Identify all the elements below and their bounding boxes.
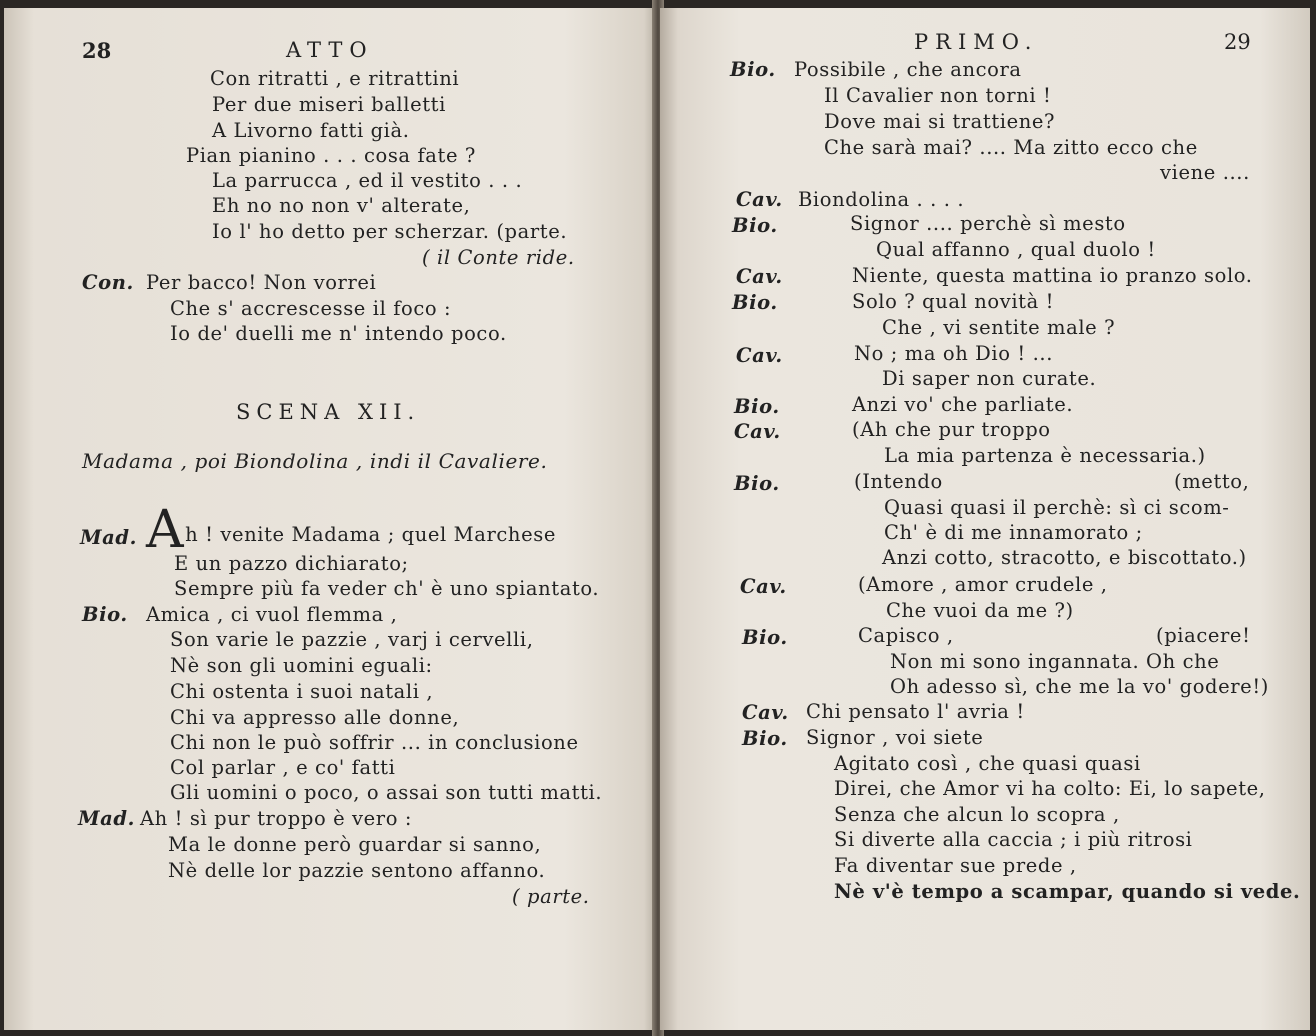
speaker-label: Cav. <box>736 265 783 288</box>
verse-line: Solo ? qual novità ! <box>852 290 1055 313</box>
verse-line: (piacere! <box>1156 624 1251 647</box>
speaker-label: Bio. <box>734 472 780 495</box>
verse-line: viene .... <box>1160 161 1250 184</box>
verse-line: Quasi quasi il perchè: sì ci scom- <box>884 496 1230 519</box>
speaker-label: Mad. <box>80 526 138 549</box>
verse-line: Senza che alcun lo scopra , <box>834 803 1120 826</box>
speaker-label: Bio. <box>742 626 788 649</box>
verse-line: Pian pianino . . . cosa fate ? <box>186 144 476 167</box>
verse-line: (metto, <box>1174 470 1250 493</box>
speaker-label: Bio. <box>730 58 776 81</box>
speaker-label: Bio. <box>732 291 778 314</box>
verse-line: Eh no no non v' alterate, <box>212 194 471 217</box>
verse-line: Oh adesso sì, che me la vo' godere!) <box>890 675 1269 698</box>
verse-line: Che sarà mai? .... Ma zitto ecco che <box>824 136 1198 159</box>
verse-line: Amica , ci vuol flemma , <box>146 603 398 626</box>
speaker-label: Bio. <box>742 727 788 750</box>
verse-line: Che , vi sentite male ? <box>882 316 1116 339</box>
verse-line: Con ritratti , e ritrattini <box>210 67 460 90</box>
scene-title: SCENA XII. <box>236 400 421 424</box>
verse-line: E un pazzo dichiarato; <box>174 552 409 575</box>
verse-line: Per bacco! Non vorrei <box>146 271 377 294</box>
verse-line: Signor .... perchè sì mesto <box>850 212 1126 235</box>
verse-line: No ; ma oh Dio ! ... <box>854 342 1054 365</box>
verse-line: Nè delle lor pazzie sentono affanno. <box>168 859 546 882</box>
speaker-label: Con. <box>82 271 134 294</box>
verse-line: Possibile , che ancora <box>794 58 1022 81</box>
verse-line: Si diverte alla caccia ; i più ritrosi <box>834 828 1193 851</box>
verse-line: Di saper non curate. <box>882 367 1097 390</box>
verse-line: Sempre più fa veder ch' è uno spiantato. <box>174 577 600 600</box>
speaker-label: Bio. <box>82 603 128 626</box>
verse-line: Per due miseri balletti <box>212 93 446 116</box>
verse-line: Chi non le può soffrir ... in conclusione <box>170 731 579 754</box>
verse-line: Niente, questa mattina io pranzo solo. <box>852 264 1253 287</box>
speaker-label: Bio. <box>732 214 778 237</box>
speaker-label: Bio. <box>734 395 780 418</box>
verse-line: Io de' duelli me n' intendo poco. <box>170 322 507 345</box>
verse-line: Anzi vo' che parliate. <box>852 393 1074 416</box>
verse-line: Gli uomini o poco, o assai son tutti matti. <box>170 781 603 804</box>
verse-line: (Intendo <box>854 470 943 493</box>
verse-line: Biondolina . . . . <box>798 188 965 211</box>
scene-cast: Madama , poi Biondolina , indi il Cavaliere. <box>82 449 548 473</box>
verse-line: (Ah che pur troppo <box>852 418 1051 441</box>
verse-line: Ch' è di me innamorato ; <box>884 521 1143 544</box>
verse-line: La parrucca , ed il vestito . . . <box>212 169 523 192</box>
verse-line: Chi va appresso alle donne, <box>170 706 460 729</box>
verse-line-dropcap <box>146 500 556 560</box>
verse-line: Col parlar , e co' fatti <box>170 756 396 779</box>
speaker-label: Cav. <box>736 344 783 367</box>
verse-line: Io l' ho detto per scherzar. (parte. <box>212 220 568 243</box>
page-number: 29 <box>1224 30 1251 54</box>
stage-direction: ( parte. <box>512 885 590 908</box>
verse-line: Il Cavalier non torni ! <box>824 84 1052 107</box>
running-header: PRIMO. <box>914 30 1039 54</box>
verse-line: Che s' accrescesse il foco : <box>170 297 452 320</box>
verse-line: Ah ! sì pur troppo è vero : <box>140 807 413 830</box>
verse-line: (Amore , amor crudele , <box>858 573 1108 596</box>
speaker-label: Cav. <box>742 701 789 724</box>
verse-line: Direi, che Amor vi ha colto: Ei, lo sapete, <box>834 777 1266 800</box>
verse-line: Signor , voi siete <box>806 726 984 749</box>
verse-line: Qual affanno , qual duolo ! <box>876 238 1156 261</box>
verse-line: Dove mai si trattiene? <box>824 110 1056 133</box>
verse-line: Ma le donne però guardar si sanno, <box>168 833 542 856</box>
verse-line: Nè v'è tempo a scampar, quando si vede. <box>834 880 1301 903</box>
verse-line: La mia partenza è necessaria.) <box>884 444 1206 467</box>
verse-line: Nè son gli uomini eguali: <box>170 654 433 677</box>
speaker-label: Cav. <box>740 575 787 598</box>
page-number: 28 <box>82 38 112 63</box>
verse-line: Chi ostenta i suoi natali , <box>170 680 434 703</box>
stage-direction: ( il Conte ride. <box>422 246 575 269</box>
speaker-label: Mad. <box>78 807 136 830</box>
speaker-label: Cav. <box>734 420 781 443</box>
verse-line: Chi pensato l' avria ! <box>806 700 1025 723</box>
speaker-label: Cav. <box>736 188 783 211</box>
right-page <box>660 8 1310 1030</box>
verse-text: h ! venite Madama ; quel Marchese <box>185 523 556 546</box>
left-page <box>4 8 656 1030</box>
verse-line: Fa diventar sue prede , <box>834 854 1077 877</box>
verse-line: Capisco , <box>858 624 954 647</box>
verse-line: Anzi cotto, stracotto, e biscottato.) <box>882 546 1247 569</box>
running-header: ATTO <box>286 38 374 62</box>
drop-cap: A <box>146 500 185 560</box>
verse-line: Son varie le pazzie , varj i cervelli, <box>170 628 534 651</box>
verse-line: A Livorno fatti già. <box>212 119 410 142</box>
verse-line: Che vuoi da me ?) <box>886 599 1074 622</box>
verse-line: Agitato così , che quasi quasi <box>834 752 1141 775</box>
verse-line: Non mi sono ingannata. Oh che <box>890 650 1220 673</box>
